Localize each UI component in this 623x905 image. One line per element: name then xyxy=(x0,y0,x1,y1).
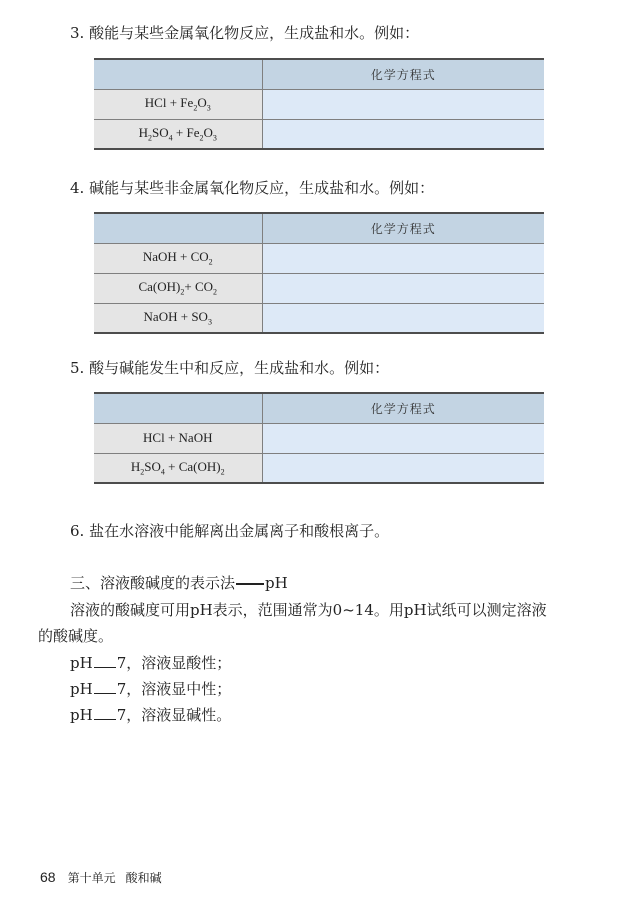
reactants-cell: HCl + $Fe_2O_3$ xyxy=(94,89,262,119)
neutralization-table xyxy=(94,392,544,484)
ph-label: pH xyxy=(70,706,93,724)
table-row xyxy=(94,423,544,453)
page-number: 68 xyxy=(40,869,56,885)
section-3-title: 3. 酸能与某些金属氧化物反应，生成盐和水。例如： xyxy=(70,24,420,42)
reactants-cell: $H_2SO_4 + Fe_2O_3$ xyxy=(94,119,262,149)
reactants-cell: NaOH + $CO_2$ xyxy=(94,243,262,273)
reactants-cell: NaOH + $SO_3$ xyxy=(94,303,262,333)
intro-line-1: 溶液的酸碱度可用pH表示，范围通常为0~14。用pH试纸可以测定溶液 xyxy=(70,601,547,619)
fill-blank[interactable] xyxy=(94,653,116,668)
equation-column-header: 化学方程式 xyxy=(262,393,544,423)
em-dash xyxy=(236,583,264,585)
table-row xyxy=(94,119,544,149)
base-nonmetal-oxide-table xyxy=(94,212,544,334)
section-6-text: 6. 盐在水溶液中能解离出金属离子和酸根离子。 xyxy=(70,522,390,540)
ph-label: pH xyxy=(70,680,93,698)
heading-text: 三、溶液酸碱度的表示法 xyxy=(70,574,236,592)
table-corner-cell xyxy=(94,213,262,243)
equation-answer-cell[interactable] xyxy=(262,303,544,333)
equation-answer-cell[interactable] xyxy=(262,119,544,149)
fill-blank[interactable] xyxy=(94,705,116,720)
ph-description: 7，溶液显碱性。 xyxy=(116,706,232,724)
ph-item-acidic xyxy=(70,652,231,673)
chapter-label: 第十单元 xyxy=(67,871,116,885)
acid-metal-oxide-table xyxy=(94,58,544,150)
table-row xyxy=(94,453,544,483)
chapter-title: 酸和碱 xyxy=(125,871,162,885)
table-corner-cell xyxy=(94,393,262,423)
ph-item-neutral xyxy=(70,678,231,699)
table-row xyxy=(94,243,544,273)
equation-answer-cell[interactable] xyxy=(262,453,544,483)
heading-ph: pH xyxy=(265,574,288,592)
equation-column-header: 化学方程式 xyxy=(262,59,544,89)
table-corner-cell xyxy=(94,59,262,89)
reactants-cell: HCl + NaOH xyxy=(94,423,262,453)
reactants-cell: $H_2SO_4 + Ca(OH)_2$ xyxy=(94,453,262,483)
table-row xyxy=(94,273,544,303)
section-4-title: 4. 碱能与某些非金属氧化物反应，生成盐和水。例如： xyxy=(70,179,435,197)
equation-answer-cell[interactable] xyxy=(262,423,544,453)
page-footer xyxy=(40,869,162,886)
equation-column-header: 化学方程式 xyxy=(262,213,544,243)
equation-answer-cell[interactable] xyxy=(262,89,544,119)
part-3-heading xyxy=(70,572,288,593)
table-row xyxy=(94,89,544,119)
ph-description: 7，溶液显中性； xyxy=(116,680,232,698)
equation-answer-cell[interactable] xyxy=(262,273,544,303)
intro-line-2: 的酸碱度。 xyxy=(38,627,114,645)
ph-label: pH xyxy=(70,654,93,672)
ph-item-basic xyxy=(70,704,231,725)
reactants-cell: $Ca(OH)_2+ CO_2$ xyxy=(94,273,262,303)
equation-answer-cell[interactable] xyxy=(262,243,544,273)
ph-description: 7，溶液显酸性； xyxy=(116,654,232,672)
section-5-title: 5. 酸与碱能发生中和反应，生成盐和水。例如： xyxy=(70,359,390,377)
table-row xyxy=(94,303,544,333)
fill-blank[interactable] xyxy=(94,679,116,694)
